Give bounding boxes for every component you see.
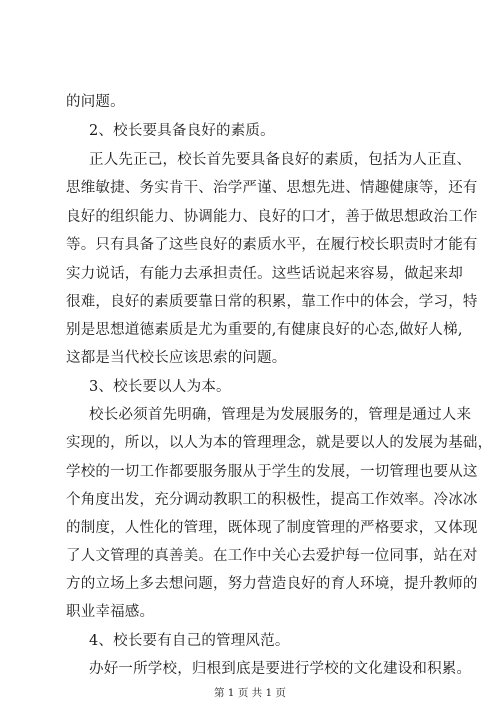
text-line: 思维敏捷、务实肯干、治学严谨、思想先进、情趣健康等，还有 bbox=[66, 180, 478, 196]
section-heading: 3、校长要以人为本。 bbox=[89, 379, 231, 395]
text-line: 办好一所学校，归根到底是要进行学校的文化建设和积累。 bbox=[89, 661, 472, 677]
text-line: 学校的一切工作都要服务服从于学生的发展，一切管理也要从这 bbox=[66, 464, 478, 480]
text-line: 这都是当代校长应该思索的问题。 bbox=[66, 350, 287, 366]
text-line: 等。只有具备了这些良好的素质水平，在履行校长职责时才能有 bbox=[66, 237, 478, 253]
text-line: 方的立场上多去想问题，努力营造良好的育人环境，提升教师的 bbox=[66, 576, 478, 592]
page-footer: 第 1 页 共 1 页 bbox=[213, 687, 287, 699]
text-line: 正人先正己，校长首先要具备良好的素质，包括为人正直、 bbox=[89, 152, 472, 168]
section-heading: 2、校长要具备良好的素质。 bbox=[89, 123, 275, 139]
text-line: 校长必须首先明确，管理是为发展服务的，管理是通过人来 bbox=[89, 407, 472, 423]
text-line: 实现的，所以，以人为本的管理理念，就是要以人的发展为基础， bbox=[66, 435, 493, 451]
text-line: 良好的组织能力、协调能力、良好的口才，善于做思想政治工作 bbox=[66, 209, 478, 225]
text-line: 实力说话，有能力去承担责任。这些话说起来容易，做起来却 bbox=[66, 266, 463, 282]
text-line: 别是思想道德素质是尤为重要的,有健康良好的心态,做好人梯, bbox=[66, 322, 463, 338]
text-line: 职业幸福感。 bbox=[66, 604, 155, 620]
text-line: 很难，良好的素质要靠日常的积累，靠工作中的体会，学习，特 bbox=[66, 294, 478, 310]
text-line: 个角度出发，充分调动教职工的积极性，提高工作效率。冷冰冰 bbox=[66, 492, 478, 508]
text-line: 的制度，人性化的管理，既体现了制度管理的严格要求，又体现 bbox=[66, 520, 478, 536]
text-line: 了人文管理的真善美。在工作中关心去爱护每一位同事，站在对 bbox=[66, 548, 478, 564]
text-line: 的问题。 bbox=[66, 94, 125, 110]
section-heading: 4、校长要有自己的管理风范。 bbox=[89, 633, 290, 649]
